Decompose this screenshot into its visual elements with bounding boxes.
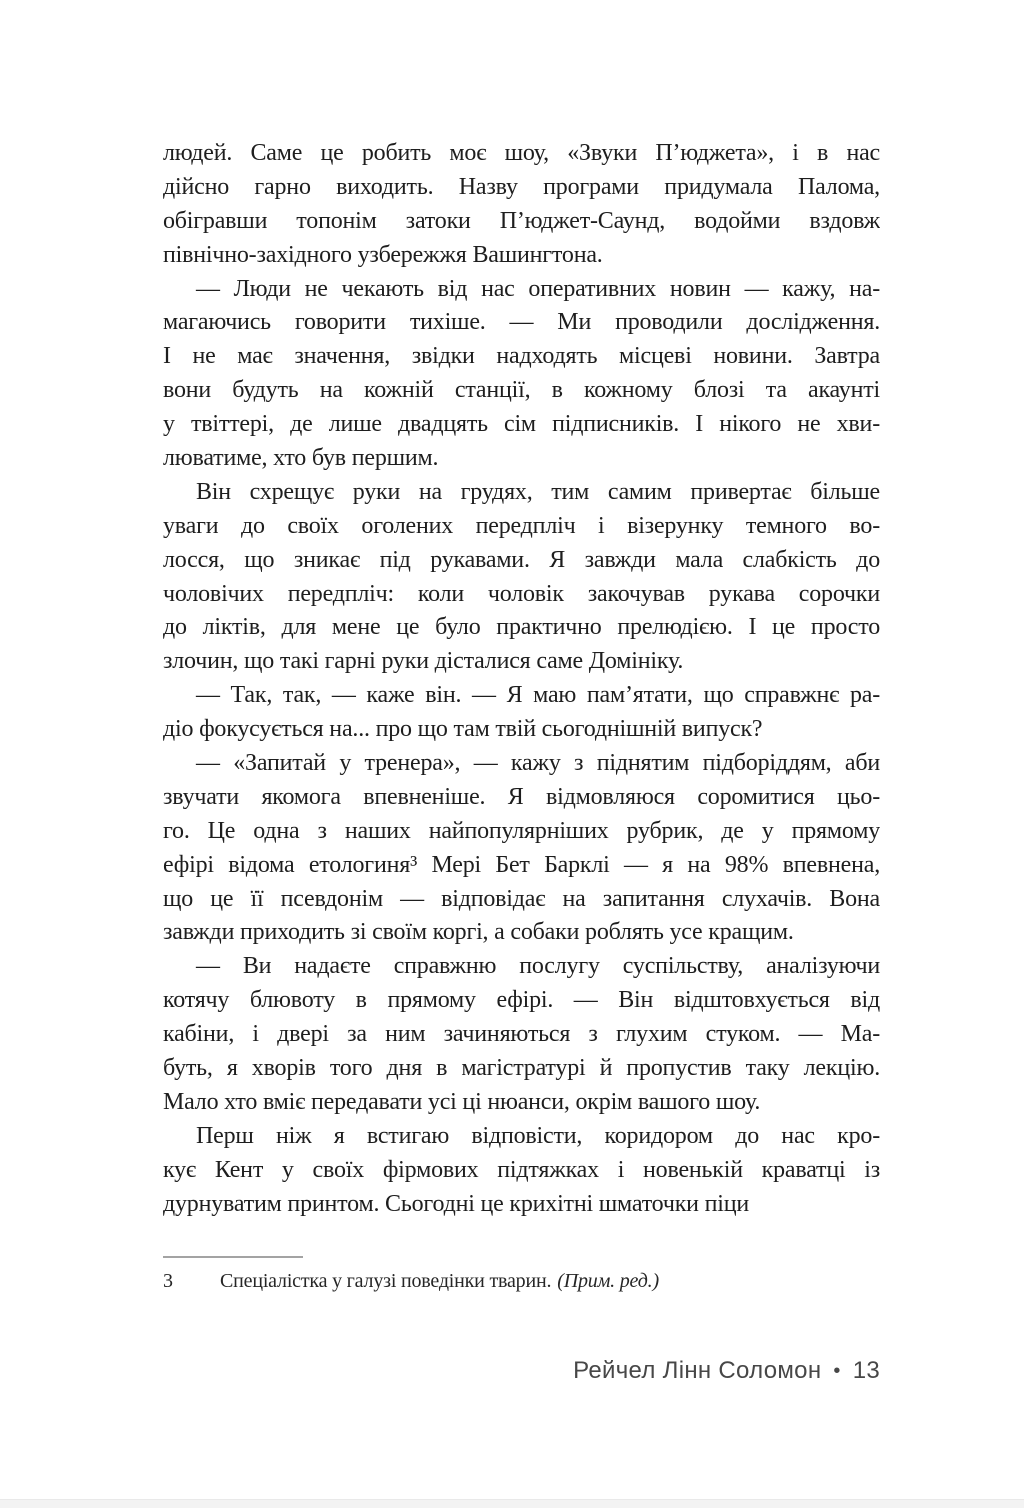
bullet-separator-icon: •: [833, 1360, 841, 1382]
text-line: північно-західного узбережжя Вашингтона.: [163, 241, 603, 268]
footnote-text: [220, 1268, 659, 1295]
text-line: діо фокусується на... про що там твій сьогоднішній випуск?: [163, 716, 763, 743]
text-line: лосся, що зникає під рукавами. Я завжди мала слабкість до: [163, 546, 880, 573]
footnote-attribution: (Прим. ред.): [557, 1270, 659, 1292]
text-line: — Люди не чекають від нас оперативних новин — кажу, на-: [196, 275, 880, 302]
footnote-number: 3: [163, 1270, 173, 1292]
text-line: котячу блювоту в прямому ефірі. — Він відштовхується від: [163, 987, 880, 1014]
text-line: магаючись говорити тихіше. — Ми проводили дослідження.: [163, 309, 880, 336]
text-line: І не має значення, звідки надходять місцеві новини. Завтра: [163, 343, 880, 370]
text-line: людей. Саме це робить моє шоу, «Звуки П’юджета», і в нас: [163, 140, 880, 166]
text-block: [163, 137, 880, 1222]
page-footer: [573, 1356, 880, 1386]
footnote-divider: [163, 1256, 303, 1258]
text-line: уваги до своїх оголених передпліч і візерунку темного во-: [163, 512, 880, 539]
footnote-area: [163, 1256, 880, 1295]
text-line: — Так, так, — каже він. — Я маю пам’ятати, що справжнє ра-: [196, 682, 880, 709]
text-line: у твіттері, де лише двадцять сім підписників. І нікого не хви-: [163, 411, 880, 438]
bottom-strip: [0, 1499, 1024, 1508]
text-line: — Ви надаєте справжню послугу суспільству, аналізуючи: [196, 953, 880, 980]
text-line: завжди приходить зі своїм коргі, а собаки роблять усе кращим.: [163, 919, 794, 946]
text-line: дійсно гарно виходить. Назву програми придумала Палома,: [163, 173, 880, 200]
text-line: кабіни, і двері за ним зачиняються з глухим стуком. — Ма-: [163, 1021, 880, 1048]
text-line: го. Це одна з наших найпопулярніших рубрик, де у прямому: [163, 817, 880, 844]
text-line: ефірі відома етологиня³ Мері Бет Барклі — я на 98% впевнена,: [163, 851, 880, 878]
text-line: люватиме, хто був першим.: [163, 445, 439, 472]
text-line: Мало хто вміє передавати усі ці нюанси, окрім вашого шоу.: [163, 1088, 761, 1115]
footnote: [163, 1268, 880, 1295]
text-line: злочин, що такі гарні руки дісталися саме Домініку.: [163, 648, 684, 675]
text-line: буть, я хворів того дня в магістратурі й пропустив таку лекцію.: [163, 1055, 880, 1082]
text-line: вони будуть на кожній станції, в кожному блозі та акаунті: [163, 377, 880, 404]
text-line: обігравши топонім затоки П’юджет-Саунд, водойми вздовж: [163, 207, 880, 234]
text-line: що це її псевдонім — відповідає на запитання слухачів. Вона: [163, 885, 880, 912]
text-line: чоловічих передпліч: коли чоловік закочував рукава сорочки: [163, 580, 880, 607]
text-line: Він схрещує руки на грудях, тим самим привертає більше: [196, 478, 880, 505]
footer-author: Рейчел Лінн Соломон: [573, 1357, 822, 1384]
text-line: звучати якомога впевненіше. Я відмовляюся соромитися цьо-: [163, 783, 880, 810]
footnote-definition: Спеціалістка у галузі поведінки тварин.: [220, 1270, 552, 1292]
text-line: Перш ніж я встигаю відповісти, коридором до нас кро-: [196, 1122, 880, 1149]
text-line: до ліктів, для мене це було практично прелюдією. І це просто: [163, 614, 880, 641]
footer-page-number: 13: [852, 1357, 880, 1384]
text-line: — «Запитай у тренера», — кажу з піднятим підборіддям, аби: [196, 750, 880, 777]
text-line: дурнуватим принтом. Сьогодні це крихітні шматочки піци: [163, 1190, 750, 1217]
text-line: кує Кент у своїх фірмових підтяжках і новенькій краватці із: [163, 1156, 880, 1183]
